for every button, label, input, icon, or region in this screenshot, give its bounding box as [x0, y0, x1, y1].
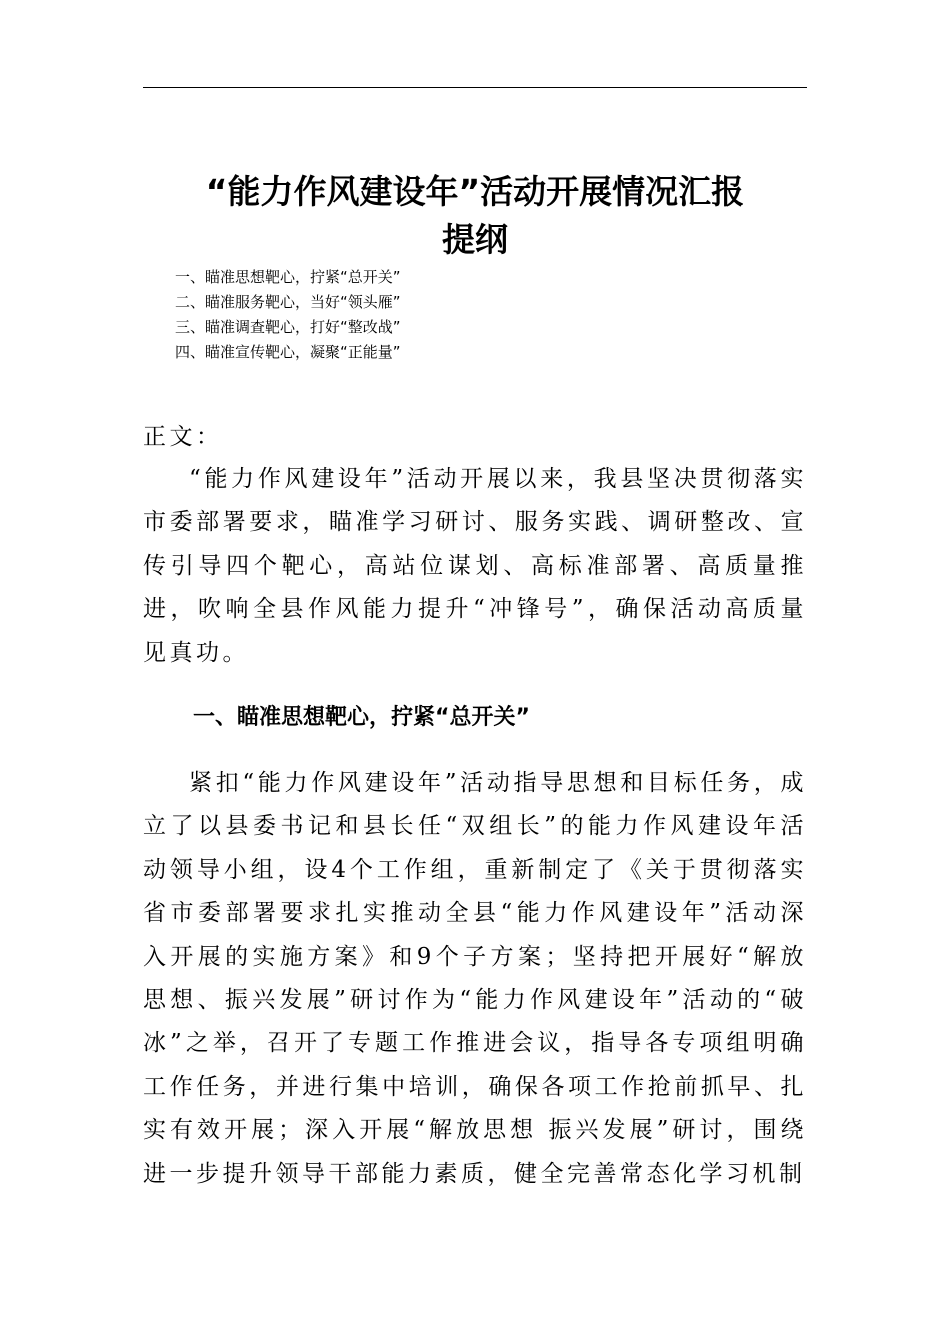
outline-item: 四、瞄准宣传靶心，凝聚“正能量” — [175, 343, 401, 361]
body-label: 正文： — [143, 424, 223, 450]
section-paragraph: 紧扣“能力作风建设年”活动指导思想和目标任务，成立了以县委书记和县长任“双组长”的能力作风建设年活动领导小组，设4个工作组，重新制定了《关于贯彻落实省市委部署要求扎实推动全县“能力作风建设年”活动深入开展的实施方案》和9个子方案；坚持把开展好“解放思想、振兴发展”研讨作为“能力作风建设年”活动的“破冰”之举，召开了专题工作推进会议，指导各专项组明确工作任务，并进行集中培训，确保各项工作抢前抓早、扎实有效开展；深入开展“解放思想 振兴发展”研讨，围绕进一步提升领导干部能力素质，健全完善常态化学习机制 — [143, 770, 807, 1187]
document-title: “能力作风建设年”活动开展情况汇报 — [205, 172, 745, 211]
document-title-continued: 提纲 — [442, 220, 508, 259]
outline-item: 二、瞄准服务靶心，当好“领头雁” — [175, 293, 401, 311]
outline-item: 三、瞄准调查靶心，打好“整改战” — [175, 318, 401, 336]
header-rule — [143, 87, 807, 88]
section-heading: 一、瞄准思想靶心，拧紧“总开关” — [193, 705, 530, 730]
outline-list — [175, 265, 401, 365]
intro-paragraph: “能力作风建设年”活动开展以来，我县坚决贯彻落实市委部署要求，瞄准学习研讨、服务实践、调研整改、宣传引导四个靶心，高站位谋划、高标准部署、高质量推进，吹响全县作风能力提升“冲锋号”，确保活动高质量见真功。 — [143, 466, 807, 666]
outline-item: 一、瞄准思想靶心，拧紧“总开关” — [175, 268, 401, 286]
